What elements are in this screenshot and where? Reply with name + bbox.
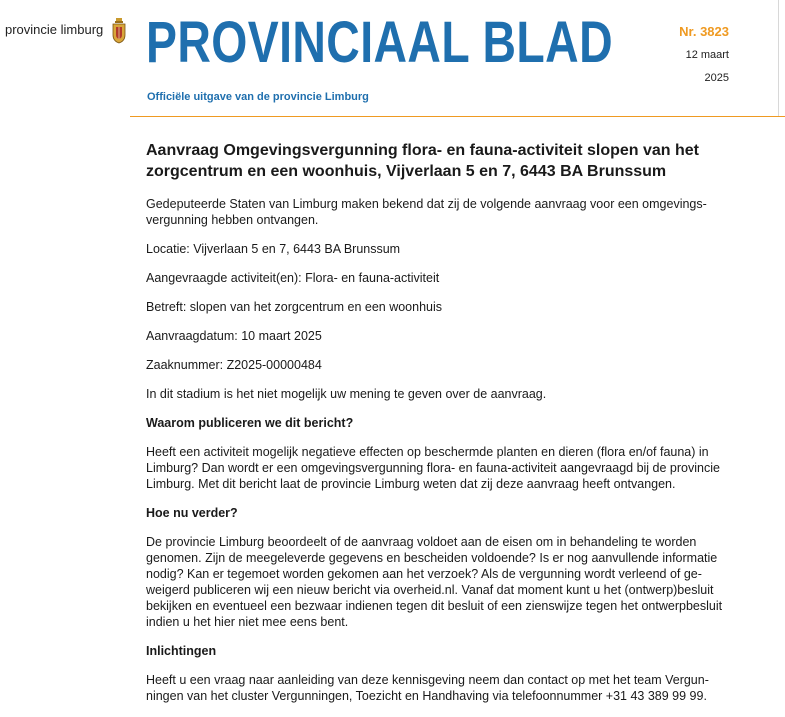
brand-name: provincie limburg <box>5 22 104 37</box>
article-intro: Gedeputeerde Staten van Limburg maken bekend dat zij de volgende aanvraag voor een omgevings-vergunning hebben ontvangen. <box>146 197 707 227</box>
field-application-date: Aanvraagdatum: 10 maart 2025 <box>146 329 322 343</box>
field-location: Locatie: Vijverlaan 5 en 7, 6443 BA Brunssum <box>146 242 401 256</box>
stage-note: In dit stadium is het niet mogelijk uw mening te geven over de aanvraag. <box>146 387 547 401</box>
header-side-divider <box>778 0 779 116</box>
section-body-info: Heeft u een vraag naar aanleiding van deze kennisgeving neem dan contact op met het team Vergun-ningen van het cluster Vergunningen, Toezicht en Handhaving via telefoonnummer +31 43 389 99 99. <box>146 673 709 703</box>
issue-date-year: 2025 <box>704 72 729 84</box>
section-heading-next: Hoe nu verder? <box>146 506 238 520</box>
issue-number: Nr. 3823 <box>679 24 729 39</box>
section-heading-info: Inlichtingen <box>146 644 217 658</box>
masthead-title: PROVINCIAAL BLAD <box>146 10 613 75</box>
field-subject: Betreft: slopen van het zorgcentrum en een woonhuis <box>146 300 443 314</box>
article-title: Aanvraag Omgevingsvergunning flora- en fauna-activiteit slopen van het zorgcentrum en een woonhuis, Vijverlaan 5 en 7, 6443 BA Brunssum <box>146 142 699 180</box>
issue-date-day: 12 maart <box>685 49 729 61</box>
section-body-why: Heeft een activiteit mogelijk negatieve effecten op beschermde planten en dieren (flora en/of fauna) in Limburg? Dan wordt er een omgevingsvergunning flora- en fauna-activiteit aangevraagd bij de provincie Limburg. Met dit bericht laat de provincie Limburg weten dat zij deze aanvraag heeft ontvangen. <box>146 445 720 491</box>
header-divider <box>130 116 785 117</box>
field-activity: Aangevraagde activiteit(en): Flora- en fauna-activiteit <box>146 271 440 285</box>
article <box>146 140 736 717</box>
section-heading-why: Waarom publiceren we dit bericht? <box>146 416 354 430</box>
provincial-crest-icon <box>112 18 126 44</box>
masthead-subtitle: Officiële uitgave van de provincie Limburg <box>147 91 369 103</box>
field-case-number: Zaaknummer: Z2025-00000484 <box>146 358 322 372</box>
section-body-next: De provincie Limburg beoordeelt of de aanvraag voldoet aan de eisen om in behandeling te worden genomen. Zijn de meegeleverde gegevens en bescheiden voldoende? Is er nog aanvullende informatie nodig? Kan er tegemoet worden gekomen aan het verzoek? Als de vergunning wordt verleend of ge-weigerd publiceren wij een nieuw bericht via overheid.nl. Vanaf dat moment kunt u het (ontwerp)besluit bekijken en eventueel een bezwaar indienen tegen dit besluit of een zienswijze tegen het ontwerpbesluit indien u het hier niet mee eens bent. <box>146 535 723 629</box>
